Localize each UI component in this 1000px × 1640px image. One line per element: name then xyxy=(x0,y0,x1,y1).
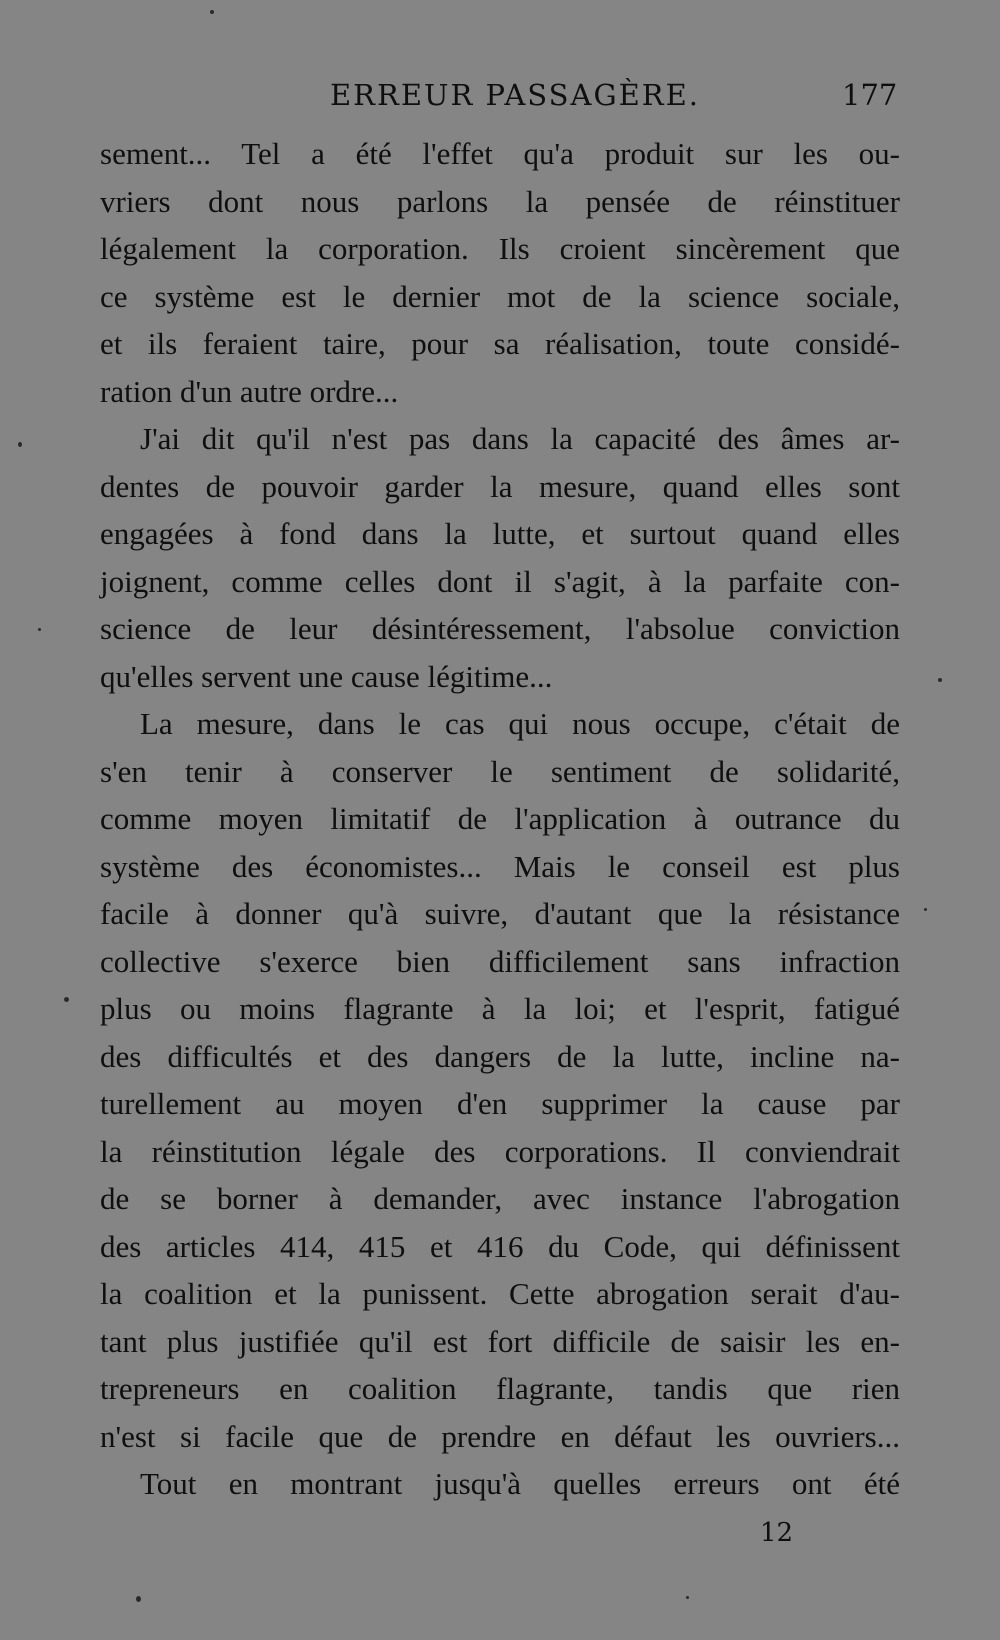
text-line: vriers dont nous parlons la pensée de réinstituer xyxy=(100,183,900,219)
text-line: trepreneurs en coalition flagrante, tandis que rien xyxy=(100,1371,900,1406)
text-line: dentes de pouvoir garder la mesure, quand elles sont xyxy=(100,468,900,504)
text-line: science de leur désintéressement, l'absolue conviction xyxy=(100,611,900,646)
text-line: facile à donner qu'à suivre, d'autant que la résistance xyxy=(100,896,900,931)
text-line: et ils feraient taire, pour sa réalisation, toute considé- xyxy=(100,326,900,361)
scan-speck xyxy=(18,442,22,447)
text-line: J'ai dit qu'il n'est pas dans la capacité des âmes ar- xyxy=(140,421,900,456)
scan-speck xyxy=(64,997,69,1002)
body-text xyxy=(100,130,900,1508)
text-line: ration d'un autre ordre... xyxy=(100,373,399,409)
scan-speck xyxy=(686,1596,689,1599)
scan-speck xyxy=(136,1596,141,1602)
text-line: sement... Tel a été l'effet qu'a produit sur les ou- xyxy=(100,136,900,171)
text-line: des articles 414, 415 et 416 du Code, qui définissent xyxy=(100,1228,900,1264)
text-line: comme moyen limitatif de l'application à outrance du xyxy=(100,801,900,836)
text-line: collective s'exerce bien difficilement sans infraction xyxy=(100,943,900,979)
text-line: n'est si facile que de prendre en défaut les ouvriers... xyxy=(100,1418,900,1454)
text-line: la réinstitution légale des corporations. Il conviendrait xyxy=(100,1133,900,1169)
text-line: La mesure, dans le cas qui nous occupe, c'était de xyxy=(140,706,900,741)
text-line: de se borner à demander, avec instance l'abrogation xyxy=(100,1181,900,1216)
text-line: engagées à fond dans la lutte, et surtout quand elles xyxy=(100,516,900,551)
text-line: joignent, comme celles dont il s'agit, à la parfaite con- xyxy=(100,563,900,599)
text-line: plus ou moins flagrante à la loi; et l'esprit, fatigué xyxy=(100,991,900,1026)
text-line: système des économistes... Mais le conseil est plus xyxy=(100,848,900,884)
text-line: légalement la corporation. Ils croient sincèrement que xyxy=(100,231,900,266)
running-head xyxy=(0,78,1000,118)
running-title: ERREUR PASSAGÈRE. xyxy=(330,78,701,112)
scan-speck xyxy=(938,678,942,682)
scan-speck xyxy=(210,10,214,14)
text-line: Tout en montrant jusqu'à quelles erreurs ont été xyxy=(140,1466,900,1501)
text-line: des difficultés et des dangers de la lutte, incline na- xyxy=(100,1038,900,1074)
text-line: tant plus justifiée qu'il est fort difficile de saisir les en- xyxy=(100,1323,900,1359)
text-line: ce système est le dernier mot de la science sociale, xyxy=(100,278,900,314)
text-line: turellement au moyen d'en supprimer la cause par xyxy=(100,1086,900,1121)
text-line: la coalition et la punissent. Cette abrogation serait d'au- xyxy=(100,1276,900,1311)
page-number: 177 xyxy=(842,78,898,112)
text-line: qu'elles servent une cause légitime... xyxy=(100,658,553,694)
scan-speck xyxy=(38,628,41,631)
scan-speck xyxy=(924,908,927,911)
text-line: s'en tenir à conserver le sentiment de solidarité, xyxy=(100,753,900,789)
signature-mark: 12 xyxy=(760,1518,794,1548)
